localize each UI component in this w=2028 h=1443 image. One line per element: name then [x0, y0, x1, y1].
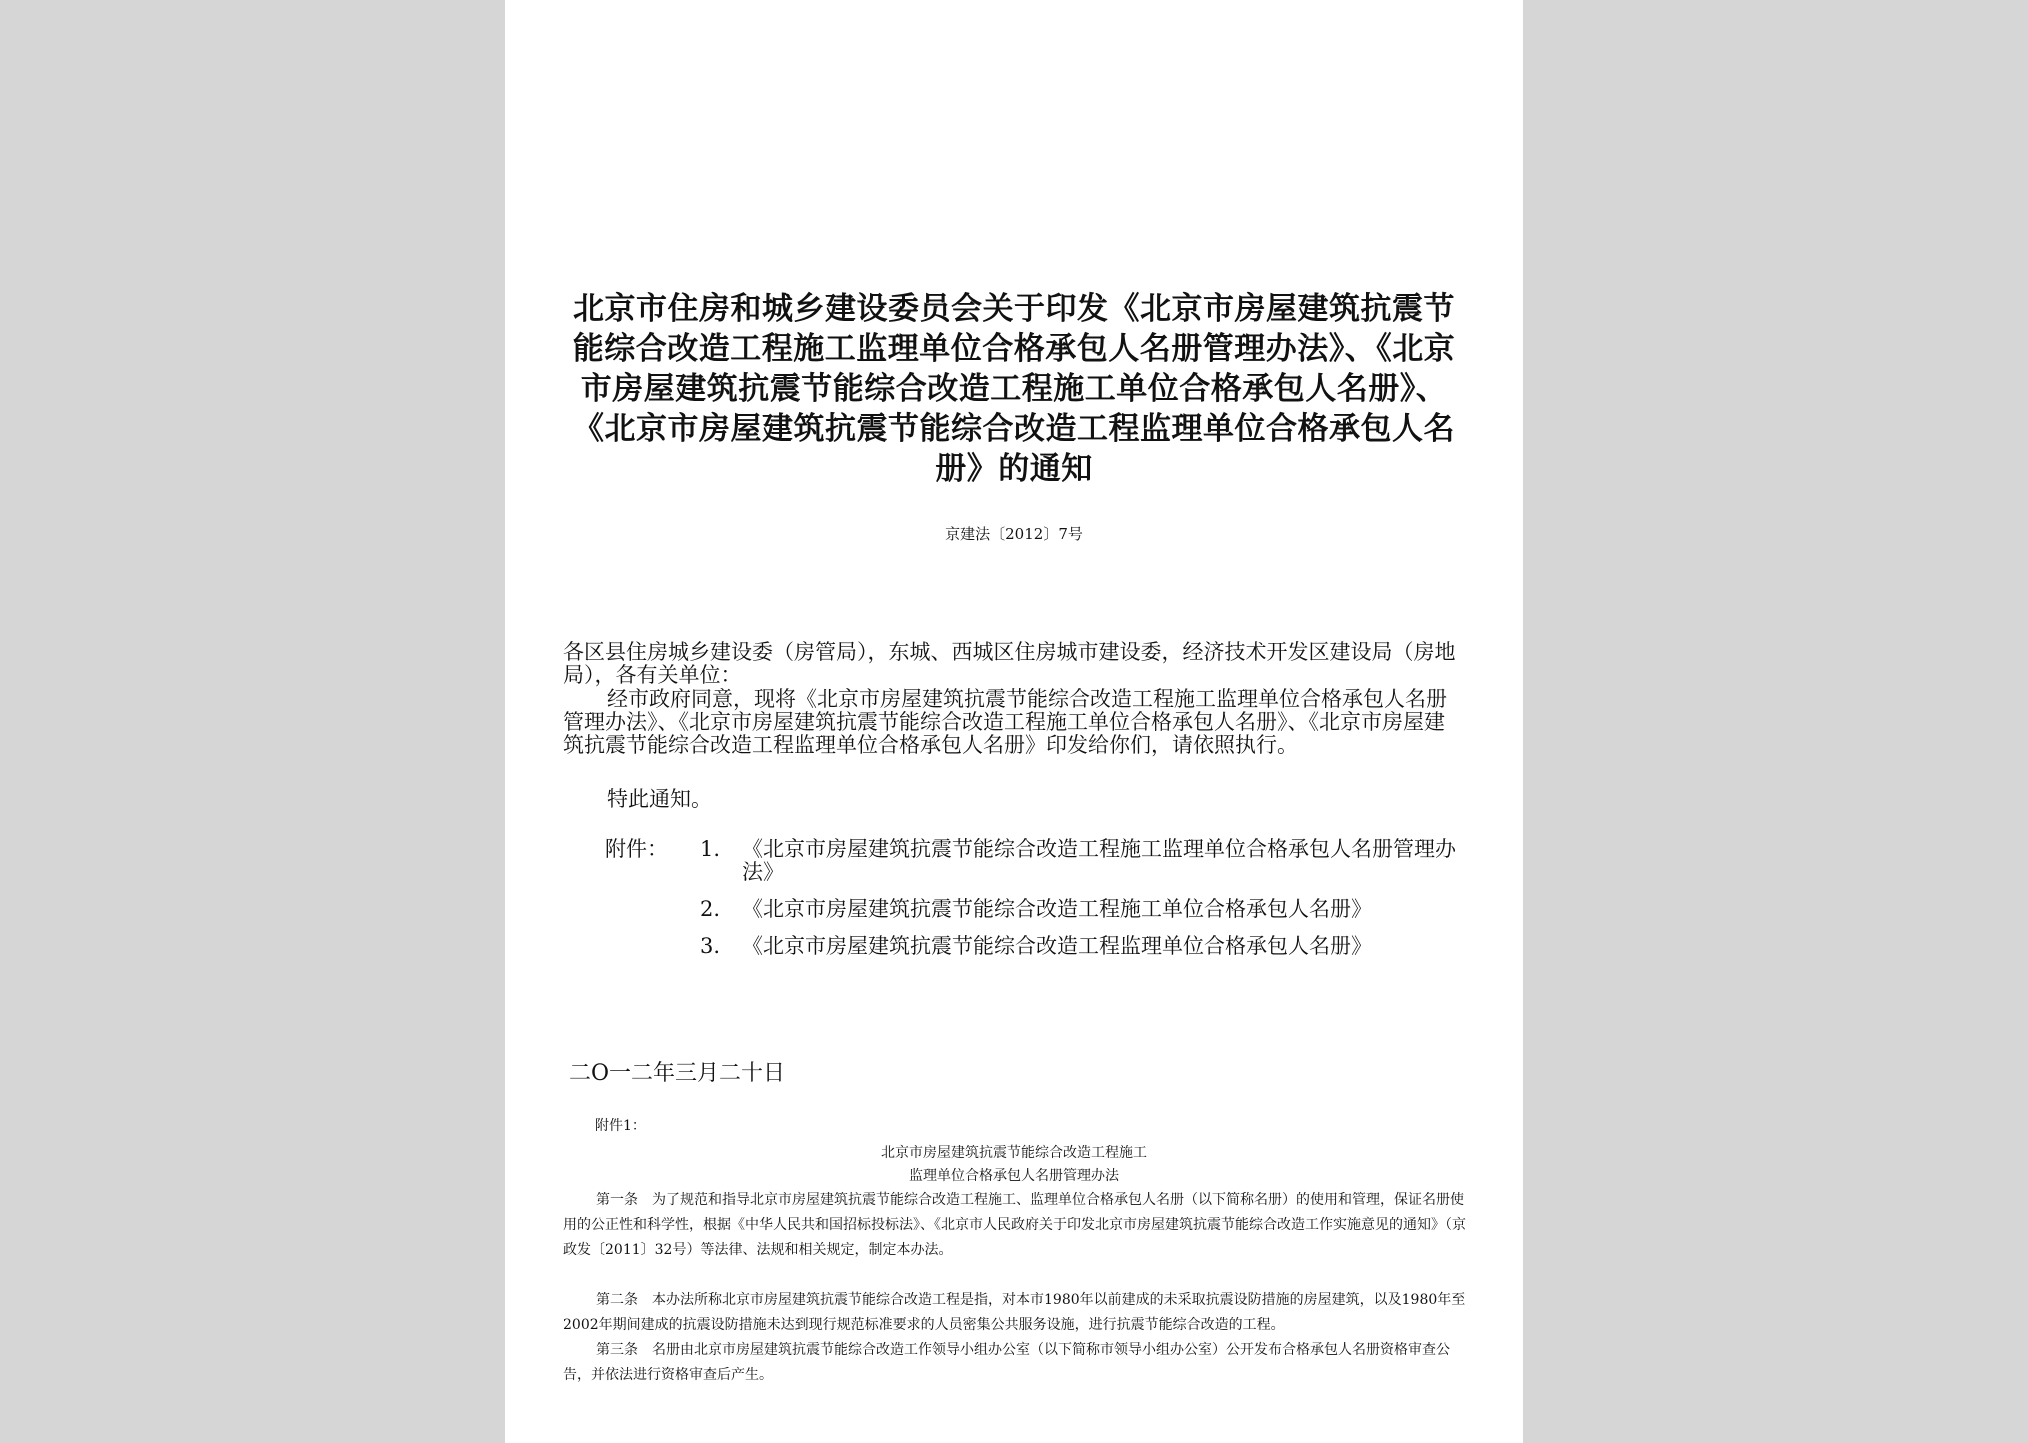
- attachment-item: [605, 898, 1465, 921]
- document-number: 京建法〔2012〕7号: [945, 525, 1083, 543]
- attachment-number: 2.: [700, 897, 721, 921]
- appendix-title-line: 监理单位合格承包人名册管理办法: [909, 1168, 1119, 1184]
- attachment-text: 《北京市房屋建筑抗震节能综合改造工程施工单位合格承包人名册》: [742, 897, 1372, 921]
- attachment-item: [605, 935, 1465, 958]
- appendix-article: 第一条 为了规范和指导北京市房屋建筑抗震节能综合改造工程施工、监理单位合格承包人名册（以下简称名册）的使用和管理，保证名册使用的公正性和科学性，根据《中华人民共和国招标投标法》、《北京市人民政府关于印发北京市房屋建筑抗震节能综合改造工作实施意见的通知》（京政发〔2011〕32号）等法律、法规和相关规定，制定本办法。: [563, 1192, 1466, 1258]
- attachment-text: 《北京市房屋建筑抗震节能综合改造工程监理单位合格承包人名册》: [742, 934, 1372, 958]
- attachment-number: 3.: [700, 934, 721, 958]
- addressee: 各区县住房城乡建设委（房管局），东城、西城区住房城市建设委，经济技术开发区建设局（房地局），各有关单位：: [563, 640, 1456, 687]
- attachment-item: [605, 838, 1465, 884]
- attachment-text: 《北京市房屋建筑抗震节能综合改造工程施工监理单位合格承包人名册管理办法》: [742, 837, 1456, 884]
- attachment-number: 1.: [700, 837, 721, 861]
- notice-body: 经市政府同意，现将《北京市房屋建筑抗震节能综合改造工程施工监理单位合格承包人名册管理办法》、《北京市房屋建筑抗震节能综合改造工程施工单位合格承包人名册》、《北京市房屋建筑抗震节能综合改造工程监理单位合格承包人名册》印发给你们，请依照执行。: [563, 687, 1447, 757]
- document-title: 北京市住房和城乡建设委员会关于印发《北京市房屋建筑抗震节能综合改造工程施工监理单位合格承包人名册管理办法》、《北京市房屋建筑抗震节能综合改造工程施工单位合格承包人名册》、《北京市房屋建筑抗震节能综合改造工程监理单位合格承包人名册》的通知: [572, 291, 1456, 487]
- appendix-article: 第二条 本办法所称北京市房屋建筑抗震节能综合改造工程是指，对本市1980年以前建成的未采取抗震设防措施的房屋建筑，以及1980年至2002年期间建成的抗震设防措施未达到现行规范标准要求的人员密集公共服务设施，进行抗震节能综合改造的工程。: [563, 1292, 1466, 1333]
- appendix-label: 附件1：: [595, 1118, 646, 1134]
- closing-text: 特此通知。: [607, 787, 712, 811]
- document-page: [505, 0, 1523, 1443]
- appendix-title-line: 北京市房屋建筑抗震节能综合改造工程施工: [881, 1145, 1147, 1161]
- attachments-label: 附件：: [605, 837, 668, 861]
- appendix-article: 第三条 名册由北京市房屋建筑抗震节能综合改造工作领导小组办公室（以下简称市领导小组办公室）公开发布合格承包人名册资格审查公告，并依法进行资格审查后产生。: [563, 1342, 1450, 1383]
- attachments-list: [605, 838, 1465, 972]
- document-date: 二O一二年三月二十日: [569, 1061, 786, 1086]
- appendix-title: [505, 1142, 1523, 1188]
